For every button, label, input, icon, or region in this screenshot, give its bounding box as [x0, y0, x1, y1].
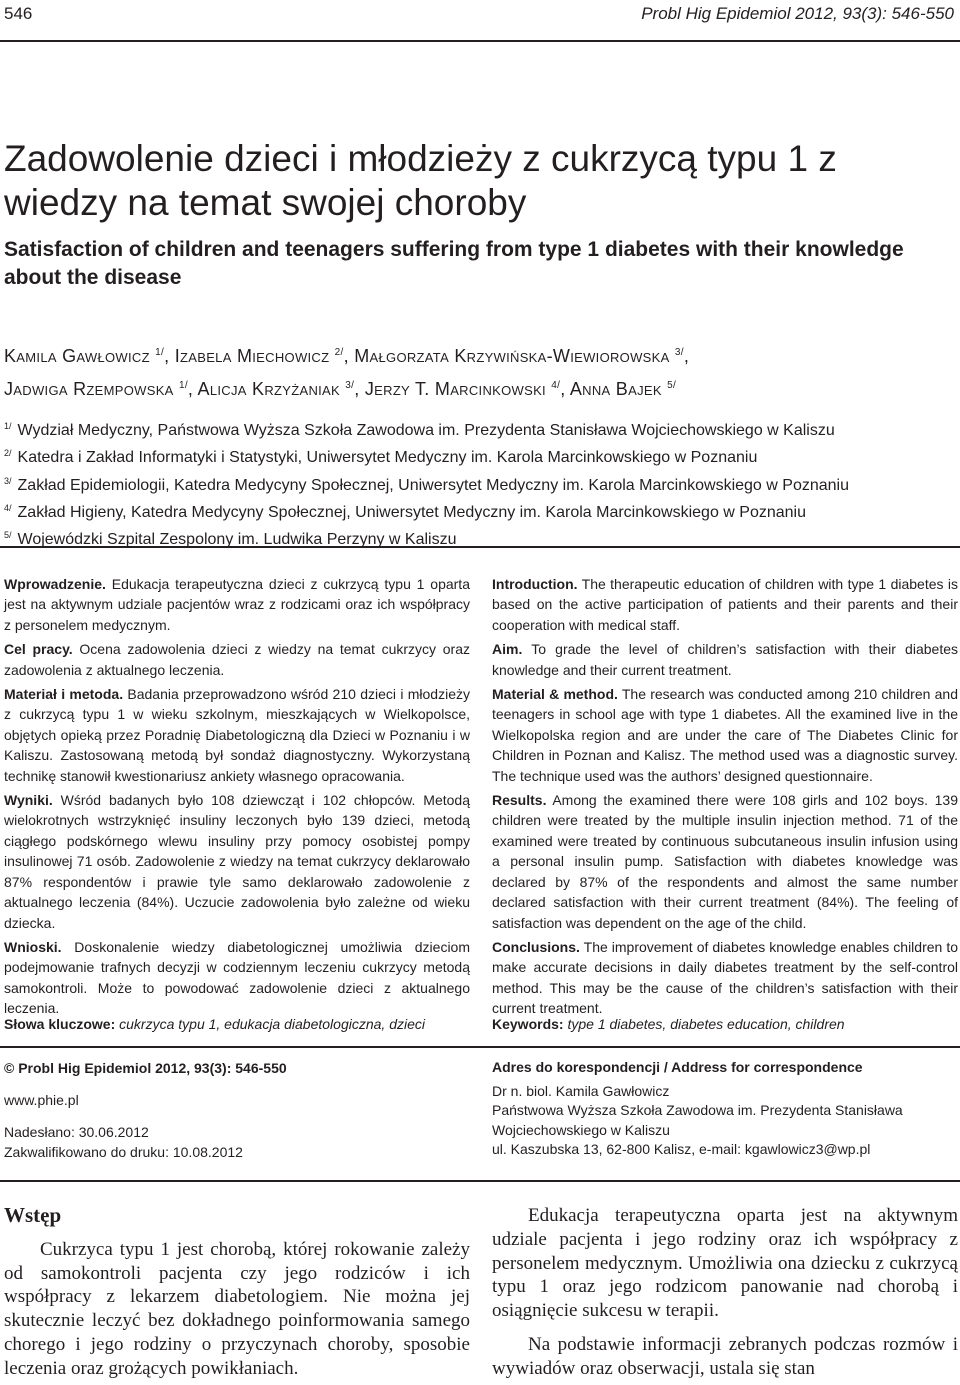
publication-info	[4, 1058, 470, 1162]
affiliation-item	[4, 442, 954, 469]
section-text: Ocena zadowolenia dzieci z wiedzy na temat cukrzycy oraz zadowolenia z aktualnego leczenia.	[4, 641, 470, 678]
affiliation-rule	[0, 546, 960, 548]
author-affiliation-mark: 1/	[155, 347, 165, 358]
correspondence-institution: Państwowa Wyższa Szkoła Zawodowa im. Prezydenta Stanisława Wojciechowskiego w Kaliszu	[492, 1102, 903, 1138]
introduction-right-column	[492, 1204, 958, 1381]
author-name: Anna Bajek	[569, 379, 662, 399]
keywords-polish	[4, 1016, 470, 1032]
section-label: Results.	[492, 792, 547, 809]
abstract-section	[4, 937, 470, 1019]
keywords-label: Keywords:	[492, 1016, 564, 1032]
abstract-english	[492, 574, 958, 1023]
keywords-text: cukrzyca typu 1, edukacja diabetologiczna, dzieci	[119, 1016, 425, 1032]
affiliation-text: Wojewódzki Szpital Zespolony im. Ludwika Perzyny w Kaliszu	[17, 531, 457, 549]
keywords-text: type 1 diabetes, diabetes education, children	[567, 1016, 845, 1032]
author-name: Kamila Gawłowicz	[4, 346, 150, 366]
keywords-english	[492, 1016, 958, 1032]
abstract-section	[492, 574, 958, 635]
section-label: Introduction.	[492, 576, 578, 592]
section-label: Aim.	[492, 641, 523, 658]
section-label: Material & method.	[492, 686, 618, 703]
section-text: To grade the level of children’s satisfaction with their diabetes knowledge and their current treatment.	[492, 641, 958, 678]
section-text: The improvement of diabetes knowledge enables children to make accurate decisions in daily diabetes treatment by the self-control method. This may be the cause of the children’s satisfaction with their current treatment.	[492, 938, 958, 1017]
affiliation-number: 5/	[4, 530, 12, 541]
author-list: Kamila Gawłowicz $^{1/}$, Izabela Miechowicz $^{2/}$, Małgorzata Krzywińska-Wiewiorowska $^{3/}$, Jadwiga Rzempowska $^{1/}$, Alicja Krzyżaniak $^{3/}$, Jerzy T. Marcinkowski $^{4/}$, Anna Bajek $^{5/}$	[4, 346, 690, 399]
affiliation-item	[4, 497, 954, 524]
section-label: Cel pracy.	[4, 641, 73, 658]
introduction-paragraph: Edukacja terapeutyczna oparta jest na aktywnym udziale pacjenta i jego rodziny oraz ich współpracy z personelem medycznym. Umożliwia ona dziecku z cukrzycą typu 1 oraz jego rodzicom panowanie nad chorobą i osiągnięcie sukcesu w terapii.	[492, 1205, 958, 1322]
section-text: The therapeutic education of children with type 1 diabetes is based on the active participation of patients and their parents and their cooperation with medical staff.	[492, 576, 958, 633]
abstract-section	[492, 639, 958, 680]
introduction-paragraph: Cukrzyca typu 1 jest chorobą, której rokowanie zależy od samokontroli pacjenta czy jego rodziców i ich współpracy z lekarzem diabetologiem. Nie można jej skutecznie leczyć bez dokładnego poinformowania samego chorego i jego rodziny o przyczynach choroby, sposobie leczenia oraz grożących powikłaniach.	[4, 1238, 470, 1379]
section-text: Wśród badanych było 108 dziewcząt i 102 chłopców. Metodą wielokrotnych wstrzyknięć insuliny leczonych było 139 dzieci, metodą ciągłego podskórnego wlewu insuliny przy pomocy osobistej pompy insulinowej 71 osób. Zadowolenie z wiedzy na temat cukrzycy deklarowało 87% respondentów i prawie tyle samo deklarowało zadowolenie z aktualnego leczenia (84%). Uczucie zadowolenia było zależne od wieku dziecka.	[4, 792, 470, 931]
section-label: Wnioski.	[4, 938, 62, 955]
author-affiliation-mark: 5/	[667, 380, 677, 391]
affiliation-text: Zakład Higieny, Katedra Medycyny Społecznej, Uniwersytet Medyczny im. Karola Marcinkowskiego w Poznaniu	[17, 503, 806, 521]
section-label: Wprowadzenie.	[4, 576, 106, 592]
correspondence-address: ul. Kaszubska 13, 62-800 Kalisz, e-mail: kgawlowicz3@wp.pl	[492, 1141, 871, 1157]
correspondence-name: Dr n. biol. Kamila Gawłowicz	[492, 1082, 670, 1099]
introduction-left-column	[4, 1204, 470, 1381]
author-name: Jerzy T. Marcinkowski	[364, 379, 546, 399]
section-rule	[0, 1180, 960, 1182]
keywords-rule	[0, 1046, 960, 1048]
affiliation-list	[4, 415, 954, 551]
abstract-section	[4, 574, 470, 635]
author-affiliation-mark: 3/	[345, 380, 355, 391]
affiliation-number: 2/	[4, 448, 12, 459]
affiliation-item	[4, 470, 954, 497]
abstract-section	[492, 684, 958, 786]
author-name: Małgorzata Krzywińska-Wiewiorowska	[354, 346, 670, 366]
section-text: The research was conducted among 210 children and teenagers in school age with type 1 diabetes. All the examined live in the Wielkopolska region and are under the care of The Diabetes Clinic for Children in Poznan and Kalisz. The method used was a diagnostic survey. The technique used was the authors’ designed questionnaire.	[492, 686, 958, 784]
section-label: Materiał i metoda.	[4, 686, 124, 703]
section-text: Doskonalenie wiedzy diabetologicznej umożliwia dzieciom podejmowanie trafnych decyzji w codziennym leczeniu cukrzycy metodą samokontroli. Może to powodować zadowolenie dzieci z aktualnego leczenia.	[4, 938, 470, 1017]
article-title: Zadowolenie dzieci i młodzieży z cukrzycą typu 1 z wiedzy na temat swojej choroby	[4, 138, 837, 223]
affiliation-text: Katedra i Zakład Informatyki i Statystyki, Uniwersytet Medyczny im. Karola Marcinkowskiego w Poznaniu	[17, 449, 758, 467]
introduction-paragraph: Na podstawie informacji zebranych podczas rozmów i wywiadów oraz obserwacji, ustala się stan	[492, 1333, 958, 1379]
abstract-polish	[4, 574, 470, 1023]
section-text: Edukacja terapeutyczna dzieci z cukrzycą typu 1 oparta jest na aktywnym udziale pacjentów wraz z rodzicami oraz ich współpracy z personelem medycznym.	[4, 576, 470, 633]
section-label: Conclusions.	[492, 938, 580, 955]
author-affiliation-mark: 1/	[178, 380, 188, 391]
author-affiliation-mark: 3/	[674, 347, 684, 358]
copyright-line: © Probl Hig Epidemiol 2012, 93(3): 546-550	[4, 1060, 287, 1076]
article-subtitle: Satisfaction of children and teenagers suffering from type 1 diabetes with their knowledge about the disease	[4, 238, 904, 289]
abstract-section	[492, 937, 958, 1019]
affiliation-number: 4/	[4, 502, 12, 513]
author-name: Izabela Miechowicz	[174, 346, 330, 366]
affiliation-text: Wydział Medyczny, Państwowa Wyższa Szkoła Zawodowa im. Prezydenta Stanisława Wojciechowskiego w Kaliszu	[17, 422, 835, 439]
section-label: Wyniki.	[4, 792, 53, 809]
author-name: Jadwiga Rzempowska	[4, 379, 174, 399]
journal-reference: Probl Hig Epidemiol 2012, 93(3): 546-550	[641, 4, 954, 23]
abstract-section	[492, 790, 958, 933]
correspondence-heading: Adres do korespondencji / Address for correspondence	[492, 1059, 863, 1075]
affiliation-text: Zakład Epidemiologii, Katedra Medycyny Społecznej, Uniwersytet Medyczny im. Karola Marcinkowskiego w Poznaniu	[17, 476, 849, 494]
introduction-heading: Wstęp	[4, 1203, 62, 1227]
received-date: Nadesłano: 30.06.2012	[4, 1124, 149, 1140]
section-text: Badania przeprowadzono wśród 210 dzieci i młodzieży z cukrzycą typu 1 w wieku szkolnym, mieszkających w Wielkopolsce, objętych opieką przez Poradnię Diabetologiczną dla Dzieci w Poznaniu i w Kaliszu. Zastosowaną metodą był sondaż diagnostyczny. Wykorzystaną technikę stanowił kwestionariusz ankiety własnego opracowania.	[4, 686, 470, 784]
abstract-section	[4, 790, 470, 933]
section-text: Among the examined there were 108 girls and 102 boys. 139 children were treated by the multiple insulin injection method. 71 of the examined were treated by continuous subcutaneous insulin infusion using a personal insulin pump. Satisfaction with diabetes knowledge was declared by 87% of the respondents and almost the same number declared satisfaction with their current treatment (84%). The feeling of satisfaction was dependent on the age of the child.	[492, 792, 958, 931]
author-affiliation-mark: 4/	[551, 380, 561, 391]
affiliation-number: 1/	[4, 421, 12, 431]
abstract-section	[4, 639, 470, 680]
header-rule	[0, 40, 960, 42]
correspondence-block	[492, 1058, 958, 1160]
affiliation-item	[4, 415, 954, 442]
abstract-section	[4, 684, 470, 786]
website-link[interactable]: www.phie.pl	[4, 1092, 79, 1108]
accepted-date: Zakwalifikowano do druku: 10.08.2012	[4, 1144, 243, 1160]
affiliation-number: 3/	[4, 475, 12, 486]
page-number: 546	[4, 4, 33, 23]
author-affiliation-mark: 2/	[334, 347, 344, 358]
keywords-label: Słowa kluczowe:	[4, 1016, 116, 1032]
author-name: Alicja Krzyżaniak	[197, 379, 340, 399]
